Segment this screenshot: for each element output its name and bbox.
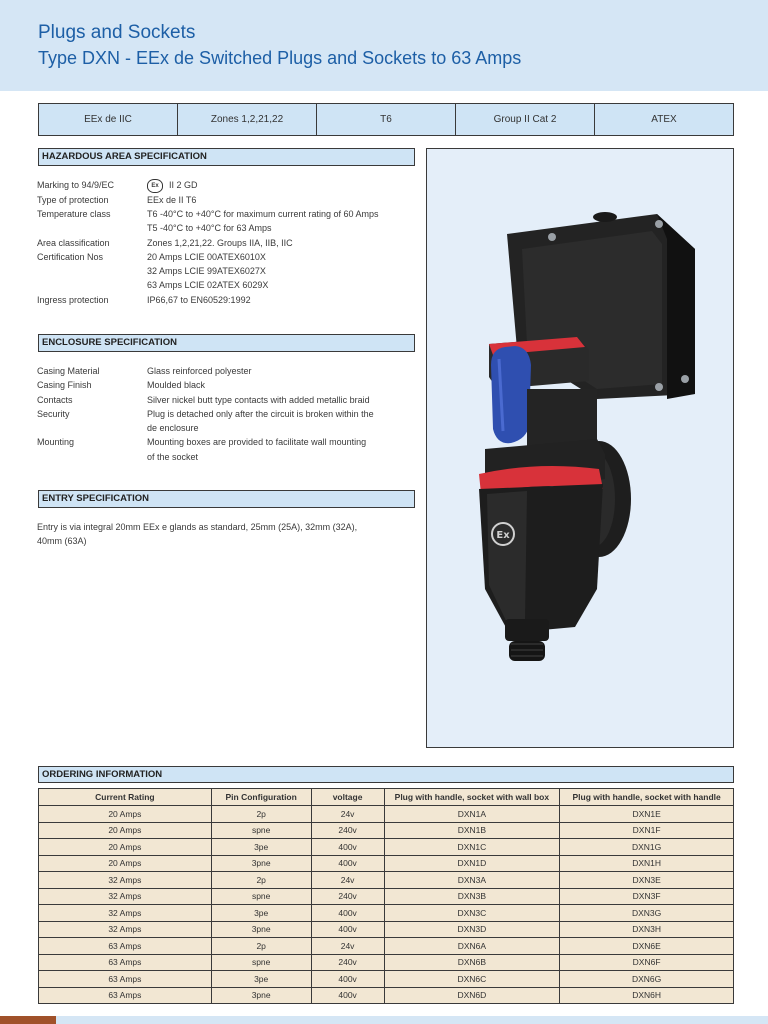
plug-socket-illustration bbox=[427, 149, 733, 747]
enclosure-spec-list bbox=[37, 364, 417, 464]
spec-label: Security bbox=[37, 408, 70, 419]
footer-strip bbox=[0, 1016, 768, 1024]
table-cell: DXN1F bbox=[560, 822, 734, 839]
entry-line: Entry is via integral 20mm EEx e glands as standard, 25mm (25A), 32mm (32A), bbox=[37, 522, 358, 532]
entry-spec-text bbox=[37, 520, 357, 549]
table-row bbox=[39, 971, 734, 988]
table-cell: DXN6F bbox=[560, 954, 734, 971]
table-cell: DXN3B bbox=[384, 888, 560, 905]
table-row bbox=[39, 839, 734, 856]
hazardous-spec-list bbox=[37, 178, 417, 307]
table-cell: DXN1G bbox=[560, 839, 734, 856]
spec-row-casing-finish bbox=[37, 378, 417, 392]
table-row bbox=[39, 822, 734, 839]
spec-value: II 2 GD bbox=[169, 180, 198, 190]
table-cell: spne bbox=[211, 888, 311, 905]
table-cell: DXN3D bbox=[384, 921, 560, 938]
spec-row-area-classification bbox=[37, 236, 417, 250]
table-cell: 20 Amps bbox=[39, 855, 212, 872]
table-cell: spne bbox=[211, 954, 311, 971]
table-cell: DXN6G bbox=[560, 971, 734, 988]
badge-zones: Zones 1,2,21,22 bbox=[178, 104, 317, 135]
table-row bbox=[39, 921, 734, 938]
table-cell: DXN6A bbox=[384, 938, 560, 955]
table-cell: DXN3A bbox=[384, 872, 560, 889]
footer-accent bbox=[0, 1016, 56, 1024]
spec-value: Glass reinforced polyester bbox=[147, 366, 252, 376]
table-cell: 240v bbox=[311, 888, 384, 905]
table-cell: 3pne bbox=[211, 855, 311, 872]
table-cell: 32 Amps bbox=[39, 888, 212, 905]
table-cell: 32 Amps bbox=[39, 905, 212, 922]
spec-row-marking bbox=[37, 178, 417, 193]
badge-group: Group II Cat 2 bbox=[456, 104, 595, 135]
table-cell: 20 Amps bbox=[39, 806, 212, 823]
spec-value: EEx de II T6 bbox=[147, 194, 197, 205]
spec-label: Casing Finish bbox=[37, 380, 92, 391]
table-cell: 400v bbox=[311, 905, 384, 922]
table-cell: 24v bbox=[311, 872, 384, 889]
ex-marking-text: Ex bbox=[496, 530, 510, 541]
spec-value: of the socket bbox=[147, 451, 199, 462]
spec-value: IP66,67 to EN60529:1992 bbox=[147, 294, 251, 305]
spec-row-casing-material bbox=[37, 364, 417, 378]
table-cell: 63 Amps bbox=[39, 954, 212, 971]
table-header-row bbox=[39, 789, 734, 806]
product-photo bbox=[426, 148, 734, 748]
spec-label: Mounting bbox=[37, 437, 75, 448]
table-cell: 400v bbox=[311, 921, 384, 938]
page-header bbox=[0, 0, 768, 91]
table-row bbox=[39, 872, 734, 889]
hazardous-spec-heading: HAZARDOUS AREA SPECIFICATION bbox=[38, 148, 415, 166]
table-cell: spne bbox=[211, 822, 311, 839]
table-row bbox=[39, 806, 734, 823]
spec-row-mounting bbox=[37, 435, 417, 464]
table-cell: DXN6C bbox=[384, 971, 560, 988]
table-cell: 400v bbox=[311, 855, 384, 872]
badge-atex: ATEX bbox=[651, 114, 677, 125]
table-cell: 3pe bbox=[211, 905, 311, 922]
entry-spec-heading: ENTRY SPECIFICATION bbox=[38, 490, 415, 508]
badge-temperature: T6 bbox=[317, 104, 456, 135]
ordering-info-heading: ORDERING INFORMATION bbox=[38, 766, 734, 783]
table-cell: 63 Amps bbox=[39, 971, 212, 988]
spec-label: Type of protection bbox=[37, 194, 109, 205]
spec-value: 20 Amps LCIE 00ATEX6010X bbox=[147, 251, 266, 262]
table-row bbox=[39, 938, 734, 955]
page-title: Plugs and Sockets bbox=[38, 22, 196, 43]
spec-label: Casing Material bbox=[37, 366, 100, 376]
table-cell: DXN1A bbox=[384, 806, 560, 823]
spec-value: Silver nickel butt type contacts with added metallic braid bbox=[147, 394, 370, 405]
spec-label: Contacts bbox=[37, 394, 73, 405]
badge-protection: EEx de IIC bbox=[39, 104, 178, 135]
spec-row-contacts bbox=[37, 393, 417, 407]
table-cell: 400v bbox=[311, 987, 384, 1004]
table-cell: 2p bbox=[211, 938, 311, 955]
table-cell: 3pne bbox=[211, 921, 311, 938]
ex-symbol-icon: Ex bbox=[147, 179, 163, 193]
table-row bbox=[39, 888, 734, 905]
table-cell: DXN3C bbox=[384, 905, 560, 922]
table-cell: DXN3E bbox=[560, 872, 734, 889]
table-cell: DXN6B bbox=[384, 954, 560, 971]
table-cell: DXN1E bbox=[560, 806, 734, 823]
table-cell: DXN1D bbox=[384, 855, 560, 872]
spec-row-temperature-class bbox=[37, 207, 417, 236]
table-cell: 240v bbox=[311, 954, 384, 971]
table-cell: DXN3F bbox=[560, 888, 734, 905]
table-cell: 20 Amps bbox=[39, 839, 212, 856]
spec-value: 32 Amps LCIE 99ATEX6027X bbox=[147, 266, 266, 277]
table-cell: DXN6D bbox=[384, 987, 560, 1004]
page-subtitle: Type DXN - EEx de Switched Plugs and Sockets to 63 Amps bbox=[38, 48, 522, 68]
table-cell: 63 Amps bbox=[39, 987, 212, 1004]
spec-value: Plug is detached only after the circuit is broken within the bbox=[147, 408, 374, 419]
table-cell: 3pe bbox=[211, 971, 311, 988]
spec-value: de enclosure bbox=[147, 423, 199, 434]
table-row bbox=[39, 905, 734, 922]
table-cell: 240v bbox=[311, 822, 384, 839]
spec-label: Marking to 94/9/EC bbox=[37, 180, 115, 190]
table-cell: 24v bbox=[311, 938, 384, 955]
table-cell: 32 Amps bbox=[39, 921, 212, 938]
spec-value: T5 -40°C to +40°C for 63 Amps bbox=[147, 223, 272, 234]
spec-label: Temperature class bbox=[37, 208, 111, 219]
enclosure-spec-heading: ENCLOSURE SPECIFICATION bbox=[38, 334, 415, 352]
table-cell: 400v bbox=[311, 839, 384, 856]
table-cell: DXN1H bbox=[560, 855, 734, 872]
spec-label: Certification Nos bbox=[37, 251, 104, 262]
table-cell: DXN1B bbox=[384, 822, 560, 839]
spec-row-certification bbox=[37, 250, 417, 293]
table-cell: DXN3H bbox=[560, 921, 734, 938]
table-cell: 3pe bbox=[211, 839, 311, 856]
spec-label: Area classification bbox=[37, 237, 110, 248]
column-header: Current Rating bbox=[39, 789, 212, 806]
certification-badges bbox=[38, 103, 734, 136]
column-header: voltage bbox=[311, 789, 384, 806]
spec-value: Zones 1,2,21,22. Groups IIA, IIB, IIC bbox=[147, 237, 293, 248]
spec-value: Mounting boxes are provided to facilitate wall mounting bbox=[147, 437, 367, 448]
table-cell: 63 Amps bbox=[39, 938, 212, 955]
table-cell: DXN1C bbox=[384, 839, 560, 856]
table-cell: 20 Amps bbox=[39, 822, 212, 839]
ordering-table-body bbox=[39, 806, 734, 1004]
column-header: Plug with handle, socket with handle bbox=[560, 789, 734, 806]
column-header: Plug with handle, socket with wall box bbox=[384, 789, 560, 806]
table-cell: 2p bbox=[211, 872, 311, 889]
table-cell: 24v bbox=[311, 806, 384, 823]
spec-value: 63 Amps LCIE 02ATEX 6029X bbox=[147, 280, 269, 291]
table-row bbox=[39, 954, 734, 971]
table-cell: 32 Amps bbox=[39, 872, 212, 889]
table-cell: 400v bbox=[311, 971, 384, 988]
column-header: Pin Configuration bbox=[211, 789, 311, 806]
spec-label: Ingress protection bbox=[37, 294, 109, 305]
spec-row-protection-type bbox=[37, 193, 417, 207]
table-row bbox=[39, 987, 734, 1004]
table-cell: DXN3G bbox=[560, 905, 734, 922]
table-cell: 2p bbox=[211, 806, 311, 823]
spec-value: Moulded black bbox=[147, 380, 206, 391]
entry-line: 40mm (63A) bbox=[37, 536, 87, 547]
spec-row-security bbox=[37, 407, 417, 436]
table-cell: DXN6E bbox=[560, 938, 734, 955]
table-row bbox=[39, 855, 734, 872]
spec-value: T6 -40°C to +40°C for maximum current rating of 60 Amps bbox=[147, 208, 379, 219]
spec-row-ingress bbox=[37, 293, 417, 307]
table-cell: 3pne bbox=[211, 987, 311, 1004]
table-cell: DXN6H bbox=[560, 987, 734, 1004]
ordering-table bbox=[38, 788, 734, 1004]
